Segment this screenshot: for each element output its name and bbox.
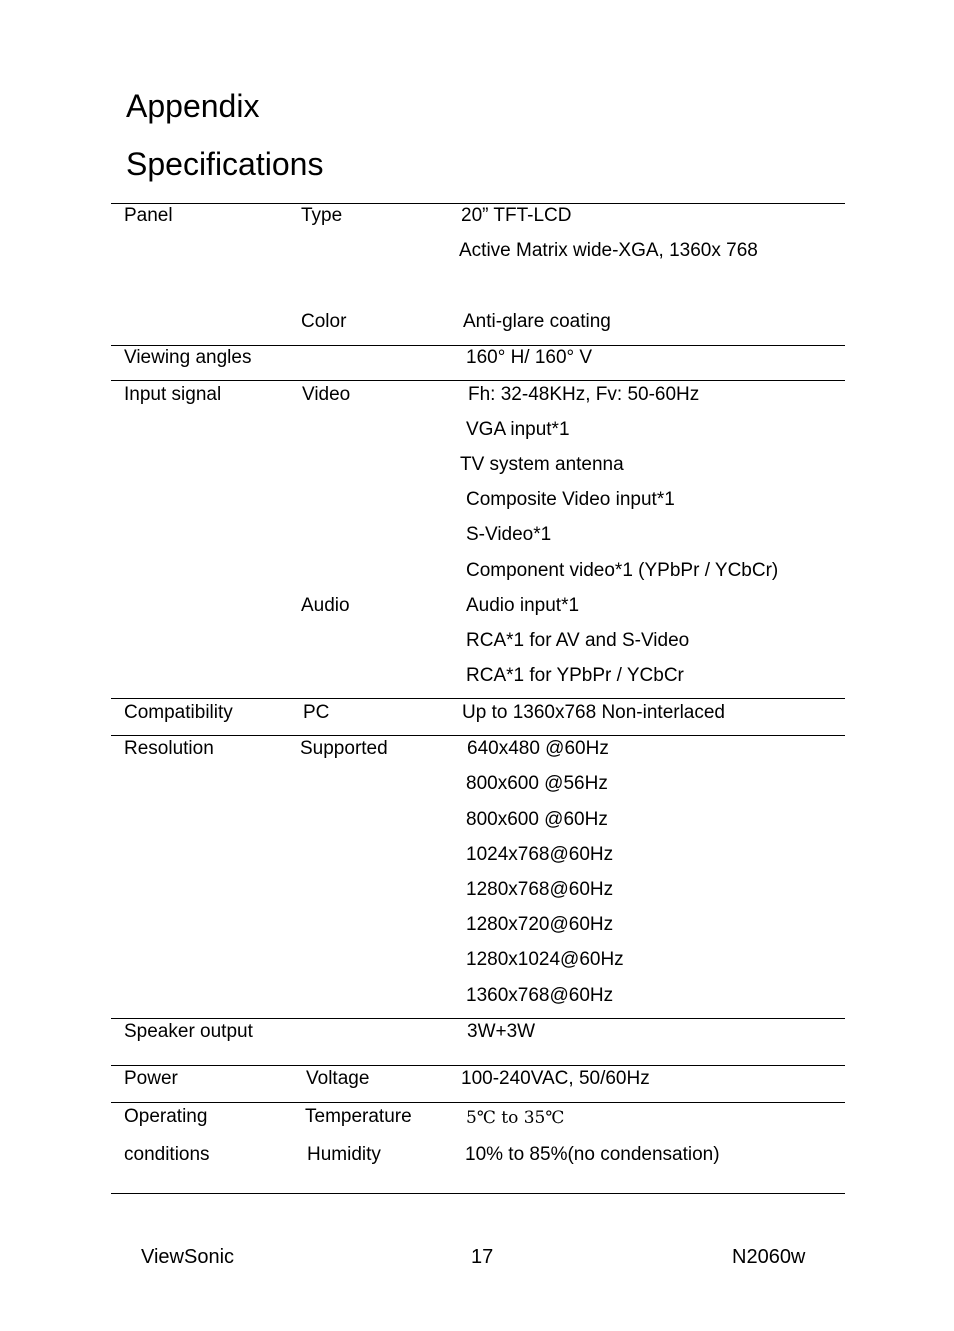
sub-label: Supported: [300, 738, 388, 759]
spec-value: Audio input*1: [466, 595, 580, 616]
table-rule: [111, 1065, 845, 1066]
spec-value: 1280x768@60Hz: [466, 879, 614, 900]
row-label: conditions: [124, 1144, 210, 1165]
spec-value: 1024x768@60Hz: [466, 844, 614, 865]
spec-value: VGA input*1: [466, 419, 570, 440]
spec-value: 10% to 85%(no condensation): [465, 1144, 720, 1165]
spec-value: 1280x1024@60Hz: [466, 949, 624, 970]
spec-value: Up to 1360x768 Non-interlaced: [462, 702, 726, 723]
table-rule-bottom: [111, 1193, 845, 1194]
table-rule: [111, 380, 845, 381]
sub-label: Color: [301, 311, 347, 332]
row-label: Panel: [124, 205, 173, 226]
sub-label: PC: [303, 702, 330, 723]
spec-value: 1360x768@60Hz: [466, 985, 614, 1006]
sub-label: Audio: [301, 595, 350, 616]
table-rule: [111, 698, 845, 699]
row-label: Operating: [124, 1106, 208, 1127]
row-label: Input signal: [124, 384, 222, 405]
table-rule-top: [111, 203, 845, 204]
spec-value: 160° H/ 160° V: [466, 347, 593, 368]
sub-label: Video: [302, 384, 351, 405]
spec-value: 5℃ to 35℃: [466, 1108, 565, 1128]
sub-label: Temperature: [305, 1106, 412, 1127]
spec-value: RCA*1 for YPbPr / YCbCr: [466, 665, 684, 686]
spec-value: 100-240VAC, 50/60Hz: [461, 1068, 650, 1089]
spec-value: S-Video*1: [466, 524, 552, 545]
row-label: Resolution: [124, 738, 214, 759]
spec-value: TV system antenna: [460, 454, 624, 475]
spec-value: 800x600 @56Hz: [466, 773, 608, 794]
page-number: 17: [471, 1246, 494, 1268]
sub-label: Voltage: [306, 1068, 370, 1089]
table-rule: [111, 1018, 845, 1019]
row-label: Power: [124, 1068, 178, 1089]
spec-value: 20” TFT-LCD: [461, 205, 572, 226]
section-title-specifications: Specifications: [126, 146, 324, 182]
spec-value: Composite Video input*1: [466, 489, 675, 510]
sub-label: Humidity: [307, 1144, 381, 1165]
row-label: Viewing angles: [124, 347, 252, 368]
footer-model: N2060w: [732, 1246, 806, 1268]
sub-label: Type: [301, 205, 343, 226]
table-rule: [111, 345, 845, 346]
spec-value: 800x600 @60Hz: [466, 809, 608, 830]
spec-value: Active Matrix wide-XGA, 1360x 768: [459, 240, 758, 261]
spec-value: 1280x720@60Hz: [466, 914, 614, 935]
page-title-appendix: Appendix: [126, 88, 260, 124]
row-label: Speaker output: [124, 1021, 253, 1042]
spec-value: 640x480 @60Hz: [467, 738, 609, 759]
spec-value: 3W+3W: [467, 1021, 536, 1042]
spec-value: Component video*1 (YPbPr / YCbCr): [466, 560, 779, 581]
spec-value: Fh: 32-48KHz, Fv: 50-60Hz: [468, 384, 700, 405]
row-label: Compatibility: [124, 702, 233, 723]
table-rule: [111, 1102, 845, 1103]
table-rule: [111, 735, 845, 736]
footer-brand: ViewSonic: [141, 1246, 235, 1268]
spec-value: Anti-glare coating: [463, 311, 611, 332]
spec-value: RCA*1 for AV and S-Video: [466, 630, 690, 651]
